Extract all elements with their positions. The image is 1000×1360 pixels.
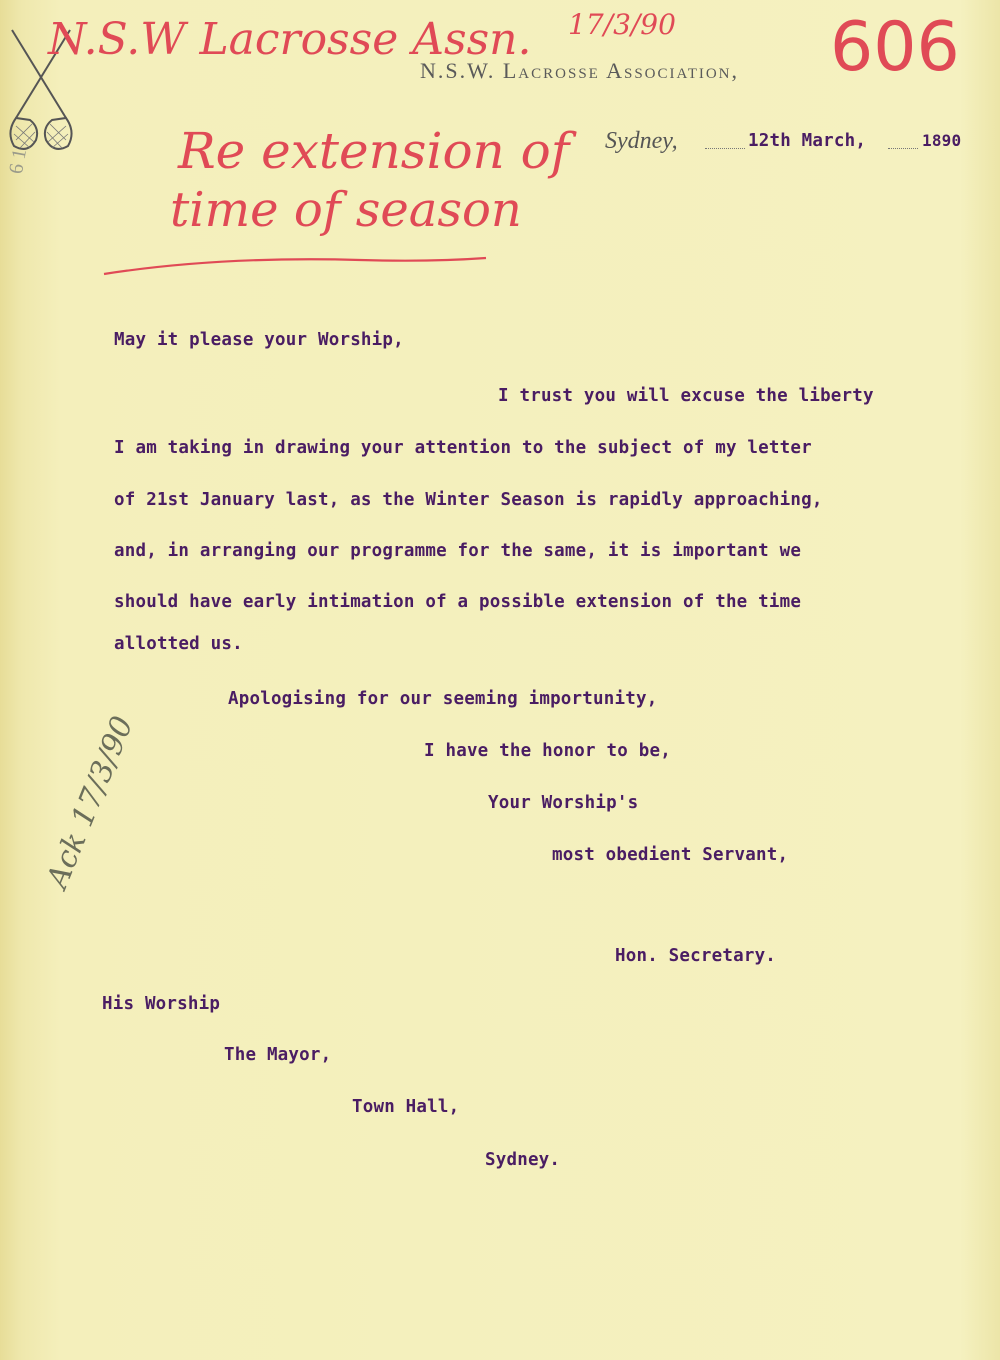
addressee-line: Town Hall,: [352, 1097, 460, 1117]
letterhead-dotted-rule: [705, 148, 745, 149]
addressee-line: Sydney.: [485, 1150, 561, 1170]
body-line: should have early intimation of a possible extension of the time: [114, 592, 802, 612]
body-line: I am taking in drawing your attention to the subject of my letter: [114, 438, 812, 458]
subject-annotation-line-2: time of season: [170, 182, 522, 238]
body-line: I trust you will excuse the liberty: [498, 386, 874, 406]
addressee-line: The Mayor,: [224, 1045, 332, 1065]
letter-date: 12th March,: [748, 131, 867, 151]
folio-number: 606: [830, 8, 960, 87]
body-line: allotted us.: [114, 634, 243, 654]
letterhead-dotted-rule-2: [888, 148, 918, 149]
file-ref-annotation: 17/3/90: [568, 8, 676, 41]
body-line: and, in arranging our programme for the same, it is important we: [114, 541, 802, 561]
letterhead-place: Sydney,: [605, 128, 678, 154]
file-title-annotation: N.S.W Lacrosse Assn.: [48, 14, 532, 65]
acknowledged-annotation: Ack 17/3/90: [40, 711, 141, 894]
letter-year: 1890: [922, 131, 962, 150]
body-line: of 21st January last, as the Winter Season is rapidly approaching,: [114, 490, 823, 510]
closing-line: I have the honor to be,: [424, 741, 671, 761]
addressee-line: His Worship: [102, 994, 221, 1014]
margin-pencil-mark: 6 1: [5, 147, 32, 176]
letterhead-association: N.S.W. Lacrosse Association,: [420, 58, 740, 83]
salutation: May it please your Worship,: [114, 330, 404, 350]
closing-line: Apologising for our seeming importunity,: [228, 689, 658, 709]
closing-line: Your Worship's: [488, 793, 639, 813]
signature-title: Hon. Secretary.: [615, 946, 777, 966]
subject-annotation-line-1: Re extension of: [178, 122, 570, 180]
red-underline-stroke: [100, 252, 490, 282]
closing-line: most obedient Servant,: [552, 845, 789, 865]
